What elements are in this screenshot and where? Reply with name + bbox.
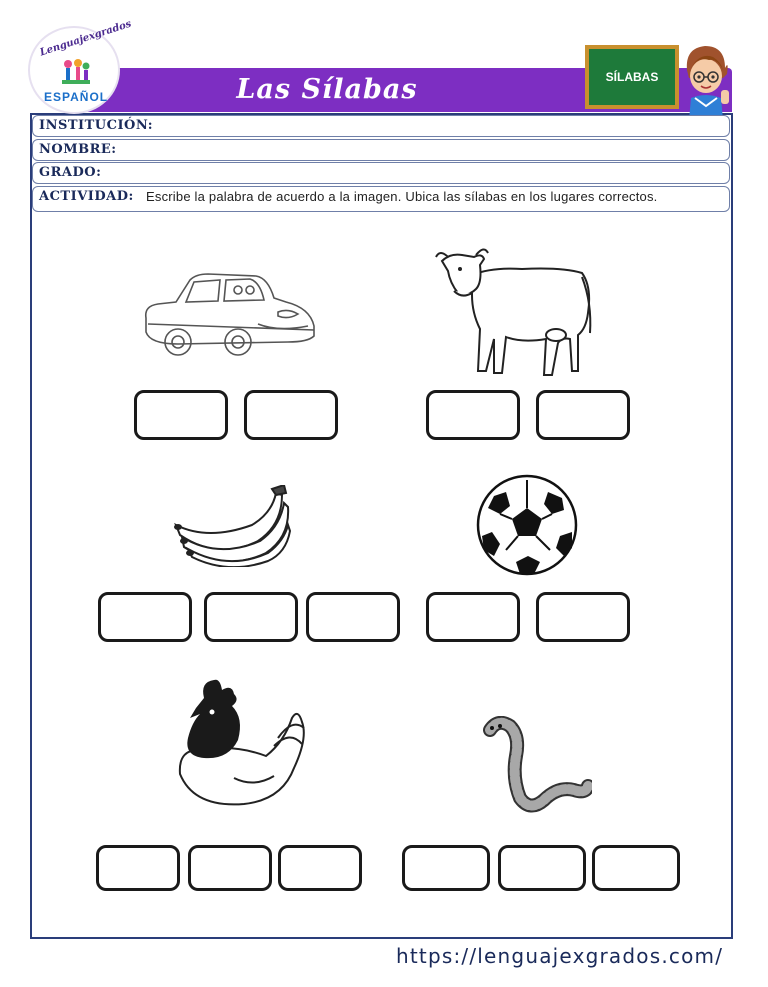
syllable-box[interactable]: [188, 845, 272, 891]
logo: [28, 18, 133, 114]
footer-url[interactable]: https://lenguajexgrados.com/: [396, 944, 724, 968]
name-label: NOMBRE:: [39, 142, 117, 157]
grade-field[interactable]: [32, 162, 730, 184]
logo-subtext: ESPAÑOL: [44, 90, 109, 104]
chalkboard: [585, 45, 679, 109]
syllable-box[interactable]: [536, 390, 630, 440]
grade-label: GRADO:: [39, 165, 102, 180]
syllable-box[interactable]: [426, 390, 520, 440]
cow-icon: [432, 243, 594, 381]
activity-field: [32, 186, 730, 212]
activity-label: ACTIVIDAD:: [39, 189, 134, 204]
institution-label: INSTITUCIÓN:: [39, 118, 154, 133]
page-title: Las Sílabas: [236, 74, 418, 105]
syllable-box[interactable]: [244, 390, 338, 440]
soccer-ball-icon: [476, 474, 578, 576]
syllable-box[interactable]: [306, 592, 400, 642]
worksheet-frame: [30, 113, 733, 939]
syllable-box[interactable]: [592, 845, 680, 891]
syllable-box[interactable]: [98, 592, 192, 642]
worm-icon: [478, 716, 592, 820]
syllable-box[interactable]: [278, 845, 362, 891]
hen-icon: [174, 678, 310, 812]
activity-instructions: Escribe la palabra de acuerdo a la imagen. Ubica las sílabas en los lugares correctos.: [146, 189, 658, 204]
syllable-box[interactable]: [134, 390, 228, 440]
syllable-box[interactable]: [498, 845, 586, 891]
syllable-box[interactable]: [96, 845, 180, 891]
student-character-icon: [677, 40, 733, 120]
bananas-icon: [168, 485, 292, 567]
syllable-box[interactable]: [402, 845, 490, 891]
syllable-box[interactable]: [204, 592, 298, 642]
syllable-box[interactable]: [426, 592, 520, 642]
car-icon: [138, 268, 318, 363]
logo-figures-icon: [60, 58, 92, 86]
name-field[interactable]: [32, 139, 730, 161]
institution-field[interactable]: [32, 115, 730, 137]
logo-text: Lenguajexgrados: [38, 18, 133, 59]
chalkboard-label: SÍLABAS: [605, 70, 659, 84]
syllable-box[interactable]: [536, 592, 630, 642]
